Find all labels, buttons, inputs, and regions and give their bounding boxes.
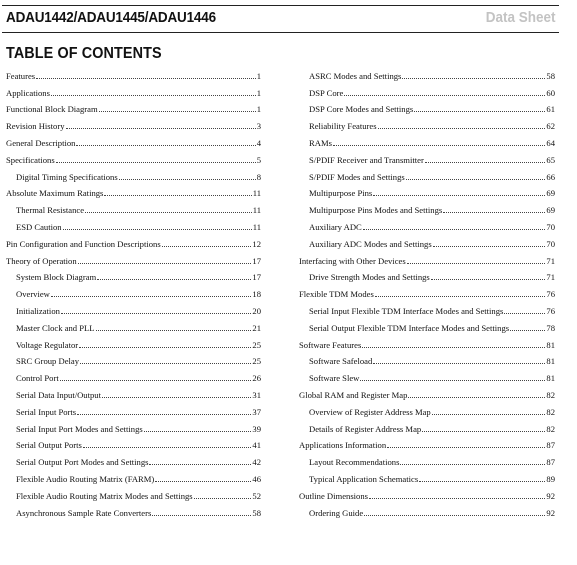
page-header (2, 5, 559, 33)
toc-entry-page: 25 (252, 356, 261, 367)
toc-entry-title: Serial Data Input/Output (16, 389, 101, 400)
toc-dot-leader (407, 262, 546, 264)
toc-entry[interactable] (6, 198, 261, 215)
toc-dot-leader (431, 278, 546, 280)
toc-entry[interactable] (6, 131, 261, 148)
toc-entry[interactable] (6, 350, 261, 367)
toc-column-right (299, 64, 555, 518)
toc-entry-title: Revision History (6, 121, 65, 132)
toc-entry[interactable] (6, 182, 261, 199)
toc-entry-title: DSP Core (309, 87, 344, 98)
toc-entry-title: Serial Input Ports (16, 406, 77, 417)
toc-dot-leader (149, 463, 251, 465)
toc-entry-title: Theory of Operation (6, 255, 77, 266)
toc-dot-leader (387, 446, 545, 448)
toc-entry[interactable] (299, 316, 555, 333)
toc-entry[interactable] (299, 450, 555, 467)
toc-entry[interactable] (299, 350, 555, 367)
toc-entry-title: Initialization (16, 305, 60, 316)
toc-entry-title: SRC Group Delay (16, 356, 80, 367)
toc-entry-page: 31 (252, 389, 261, 400)
toc-entry-title: Layout Recommendations (309, 457, 400, 468)
toc-entry-page: 8 (256, 171, 261, 182)
toc-entry-page: 18 (252, 289, 261, 300)
toc-dot-leader (373, 194, 545, 196)
toc-entry-title: Pin Configuration and Function Descriptions (6, 238, 161, 249)
toc-entry-page: 81 (546, 373, 555, 384)
toc-entry[interactable] (299, 333, 555, 350)
toc-dot-leader (96, 329, 252, 331)
toc-entry-title: Auxiliary ADC (309, 221, 362, 232)
toc-entry[interactable] (6, 333, 261, 350)
toc-dot-leader (425, 161, 546, 163)
toc-entry-title: Flexible Audio Routing Matrix Modes and Settings (16, 490, 193, 501)
toc-entry[interactable] (299, 501, 555, 518)
toc-entry-page: 87 (546, 457, 555, 468)
toc-dot-leader (76, 144, 255, 146)
toc-entry-page: 42 (252, 457, 261, 468)
toc-entry-page: 3 (256, 121, 261, 132)
toc-dot-leader (422, 430, 545, 432)
toc-entry-page: 46 (252, 473, 261, 484)
toc-entry-title: Reliability Features (309, 121, 377, 132)
toc-entry-title: Master Clock and PLL (16, 322, 95, 333)
toc-entry-title: Flexible Audio Routing Matrix (FARM) (16, 473, 155, 484)
toc-entry[interactable] (299, 400, 555, 417)
toc-entry-title: Ordering Guide (309, 507, 364, 518)
toc-dot-leader (333, 144, 545, 146)
toc-dot-leader (83, 446, 252, 448)
toc-column-left (6, 64, 261, 518)
toc-entry-title: Digital Timing Specifications (16, 171, 118, 182)
toc-entry[interactable] (299, 198, 555, 215)
toc-dot-leader (155, 480, 251, 482)
toc-dot-leader (56, 161, 256, 163)
toc-entry[interactable] (6, 81, 261, 98)
toc-entry[interactable] (6, 266, 261, 283)
toc-dot-leader (77, 413, 251, 415)
toc-dot-leader (97, 278, 251, 280)
toc-entry-title: Auxiliary ADC Modes and Settings (309, 238, 432, 249)
toc-entry[interactable] (6, 165, 261, 182)
part-numbers-title: ADAU1442/ADAU1445/ADAU1446 (6, 9, 216, 26)
toc-dot-leader (85, 211, 252, 213)
toc-dot-leader (102, 396, 251, 398)
toc-entry-title: S/PDIF Receiver and Transmitter (309, 154, 424, 165)
toc-dot-leader (373, 362, 545, 364)
toc-entry[interactable] (299, 215, 555, 232)
toc-entry[interactable] (6, 299, 261, 316)
toc-entry-page: 64 (546, 137, 555, 148)
toc-entry-page: 92 (546, 490, 555, 501)
toc-dot-leader (99, 110, 256, 112)
toc-dot-leader (61, 312, 251, 314)
toc-dot-leader (78, 262, 252, 264)
toc-entry[interactable] (299, 64, 555, 81)
toc-entry-page: 62 (546, 121, 555, 132)
toc-dot-leader (414, 110, 545, 112)
toc-entry-page: 1 (256, 70, 261, 81)
toc-entry-page: 58 (252, 507, 261, 518)
toc-entry-page: 25 (252, 339, 261, 350)
toc-entry-title: Absolute Maximum Ratings (6, 188, 104, 199)
toc-dot-leader (194, 497, 252, 499)
toc-entry[interactable] (6, 400, 261, 417)
toc-entry[interactable] (6, 282, 261, 299)
toc-entry-title: S/PDIF Modes and Settings (309, 171, 405, 182)
toc-entry-title: Flexible TDM Modes (299, 289, 374, 300)
toc-dot-leader (51, 94, 256, 96)
toc-entry[interactable] (299, 282, 555, 299)
toc-entry-title: Software Slew (309, 373, 360, 384)
toc-entry[interactable] (299, 417, 555, 434)
toc-entry-title: DSP Core Modes and Settings (309, 104, 414, 115)
toc-entry-page: 4 (256, 137, 261, 148)
toc-entry[interactable] (6, 64, 261, 81)
toc-dot-leader (63, 228, 252, 230)
toc-entry-page: 89 (546, 473, 555, 484)
toc-entry-page: 11 (252, 221, 261, 232)
toc-entry-title: ESD Caution (16, 221, 62, 232)
toc-heading: TABLE OF CONTENTS (6, 45, 162, 62)
toc-entry-page: 71 (546, 255, 555, 266)
toc-dot-leader (443, 211, 545, 213)
toc-entry-title: Functional Block Diagram (6, 104, 98, 115)
toc-entry-page: 76 (546, 305, 555, 316)
toc-entry-title: Software Features (299, 339, 362, 350)
toc-dot-leader (375, 295, 546, 297)
toc-entry[interactable] (299, 148, 555, 165)
toc-entry[interactable] (6, 249, 261, 266)
toc-entry[interactable] (6, 434, 261, 451)
toc-entry-title: Global RAM and Register Map (299, 389, 408, 400)
toc-entry-page: 21 (252, 322, 261, 333)
toc-entry-title: Features (6, 70, 36, 81)
toc-entry-title: ASRC Modes and Settings (309, 70, 402, 81)
toc-entry[interactable] (6, 366, 261, 383)
toc-entry-page: 1 (256, 87, 261, 98)
toc-entry-page: 61 (546, 104, 555, 115)
toc-entry[interactable] (299, 232, 555, 249)
toc-dot-leader (79, 346, 251, 348)
toc-dot-leader (400, 463, 545, 465)
toc-entry-title: Interfacing with Other Devices (299, 255, 406, 266)
toc-entry[interactable] (6, 98, 261, 115)
toc-entry-title: Multipurpose Pins (309, 188, 373, 199)
toc-entry-page: 11 (252, 188, 261, 199)
toc-dot-leader (51, 295, 252, 297)
toc-entry[interactable] (299, 98, 555, 115)
toc-entry-page: 78 (546, 322, 555, 333)
toc-dot-leader (80, 362, 251, 364)
toc-dot-leader (152, 514, 251, 516)
toc-entry-page: 76 (546, 289, 555, 300)
toc-entry-page: 17 (252, 255, 261, 266)
toc-entry-page: 1 (256, 104, 261, 115)
toc-dot-leader (119, 178, 256, 180)
toc-entry[interactable] (6, 232, 261, 249)
toc-entry-page: 81 (546, 339, 555, 350)
toc-entry-page: 41 (252, 440, 261, 451)
toc-entry-title: General Description (6, 137, 76, 148)
toc-dot-leader (369, 497, 545, 499)
toc-entry-title: Overview of Register Address Map (309, 406, 431, 417)
toc-entry-page: 11 (252, 205, 261, 216)
toc-entry[interactable] (6, 383, 261, 400)
toc-entry-page: 66 (546, 171, 555, 182)
toc-entry-title: Applications (6, 87, 50, 98)
toc-entry[interactable] (6, 148, 261, 165)
toc-dot-leader (36, 77, 256, 79)
toc-entry-page: 70 (546, 238, 555, 249)
toc-entry-page: 82 (546, 389, 555, 400)
toc-entry-title: Serial Input Port Modes and Settings (16, 423, 143, 434)
toc-dot-leader (144, 430, 252, 432)
toc-entry-title: Drive Strength Modes and Settings (309, 272, 430, 283)
toc-entry-page: 65 (546, 154, 555, 165)
toc-entry-page: 52 (252, 490, 261, 501)
toc-entry[interactable] (299, 81, 555, 98)
toc-entry-page: 60 (546, 87, 555, 98)
toc-dot-leader (162, 245, 252, 247)
toc-dot-leader (344, 94, 545, 96)
toc-dot-leader (364, 514, 545, 516)
toc-entry-title: Outline Dimensions (299, 490, 368, 501)
toc-dot-leader (362, 346, 545, 348)
toc-entry-page: 82 (546, 423, 555, 434)
toc-entry-title: System Block Diagram (16, 272, 97, 283)
toc-entry[interactable] (6, 450, 261, 467)
toc-entry-title: Details of Register Address Map (309, 423, 422, 434)
toc-dot-leader (433, 245, 546, 247)
toc-dot-leader (432, 413, 546, 415)
toc-entry-page: 81 (546, 356, 555, 367)
toc-entry-page: 37 (252, 406, 261, 417)
toc-entry-title: Voltage Regulator (16, 339, 79, 350)
toc-entry[interactable] (6, 215, 261, 232)
toc-entry-page: 92 (546, 507, 555, 518)
toc-entry[interactable] (6, 417, 261, 434)
toc-entry-title: Typical Application Schematics (309, 473, 419, 484)
toc-dot-leader (419, 480, 545, 482)
toc-entry[interactable] (299, 165, 555, 182)
toc-dot-leader (378, 127, 546, 129)
toc-entry[interactable] (299, 266, 555, 283)
toc-entry-title: Serial Output Ports (16, 440, 82, 451)
toc-entry-page: 5 (256, 154, 261, 165)
toc-entry-title: Multipurpose Pins Modes and Settings (309, 205, 443, 216)
toc-dot-leader (408, 396, 545, 398)
toc-entry[interactable] (299, 249, 555, 266)
toc-entry-page: 20 (252, 305, 261, 316)
toc-entry-title: Serial Output Flexible TDM Interface Modes and Settings (309, 322, 510, 333)
toc-entry-title: Thermal Resistance (16, 205, 85, 216)
toc-dot-leader (104, 194, 251, 196)
toc-entry[interactable] (6, 114, 261, 131)
toc-dot-leader (406, 178, 546, 180)
toc-entry-page: 82 (546, 406, 555, 417)
toc-entry[interactable] (299, 434, 555, 451)
toc-entry[interactable] (299, 299, 555, 316)
toc-entry[interactable] (299, 383, 555, 400)
toc-dot-leader (66, 127, 256, 129)
toc-entry[interactable] (6, 501, 261, 518)
toc-entry[interactable] (299, 467, 555, 484)
toc-entry-title: RAMs (309, 137, 332, 148)
toc-entry[interactable] (299, 366, 555, 383)
toc-entry-page: 26 (252, 373, 261, 384)
toc-entry-title: Software Safeload (309, 356, 373, 367)
document-type-label: Data Sheet (486, 9, 556, 26)
toc-entry-page: 69 (546, 205, 555, 216)
toc-entry-title: Serial Input Flexible TDM Interface Modes and Settings (309, 305, 504, 316)
toc-entry[interactable] (6, 467, 261, 484)
toc-entry-title: Specifications (6, 154, 55, 165)
toc-entry-page: 39 (252, 423, 261, 434)
toc-entry-title: Control Port (16, 373, 59, 384)
toc-entry-page: 71 (546, 272, 555, 283)
toc-entry[interactable] (299, 484, 555, 501)
toc-dot-leader (510, 329, 545, 331)
toc-dot-leader (504, 312, 545, 314)
toc-entry-page: 58 (546, 70, 555, 81)
toc-dot-leader (402, 77, 545, 79)
toc-entry-title: Asynchronous Sample Rate Converters (16, 507, 152, 518)
toc-entry[interactable] (6, 316, 261, 333)
toc-entry-page: 70 (546, 221, 555, 232)
toc-entry-title: Serial Output Port Modes and Settings (16, 457, 149, 468)
toc-dot-leader (60, 379, 252, 381)
toc-entry-title: Overview (16, 289, 50, 300)
toc-entry[interactable] (6, 484, 261, 501)
toc-entry[interactable] (299, 114, 555, 131)
toc-entry-page: 12 (252, 238, 261, 249)
toc-entry[interactable] (299, 131, 555, 148)
toc-dot-leader (360, 379, 545, 381)
toc-entry-page: 87 (546, 440, 555, 451)
toc-entry-title: Applications Information (299, 440, 387, 451)
toc-entry[interactable] (299, 182, 555, 199)
toc-entry-page: 17 (252, 272, 261, 283)
toc-dot-leader (363, 228, 546, 230)
toc-entry-page: 69 (546, 188, 555, 199)
